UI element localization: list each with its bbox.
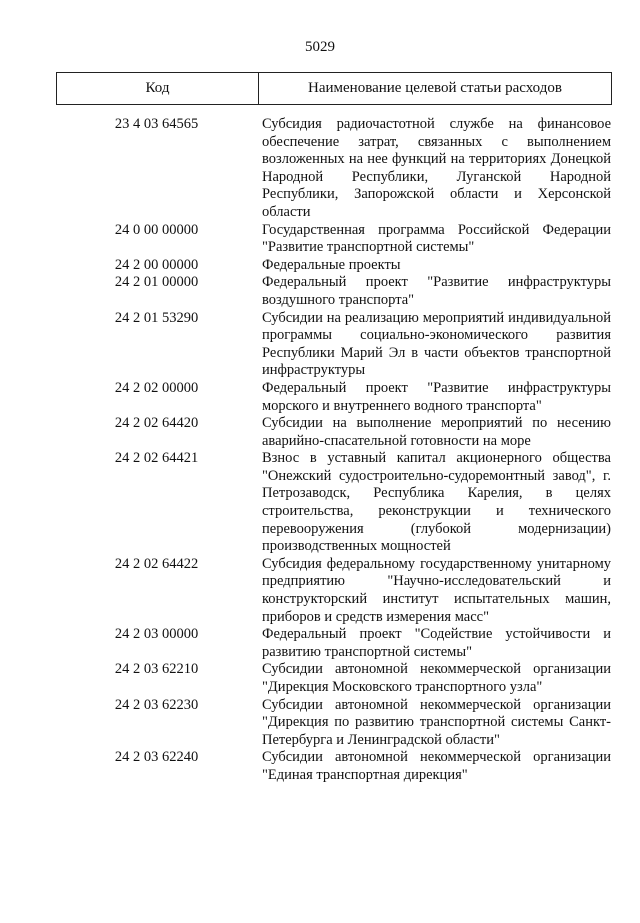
row-code: 24 2 01 53290 [114,309,199,326]
row-code: 24 2 02 64421 [114,450,199,467]
row-name: Государственная программа Российской Федерации "Развитие транспортной системы" [262,221,611,256]
row-name: Субсидия радиочастотной службе на финансовое обеспечение затрат, связанных с выполнением возложенных на нее функций на территориях Донецкой Народной Республики, Луганской Народной Республики, Запорожской области и Херсонской области [262,116,611,220]
table-row [56,310,612,380]
table-row [56,116,612,222]
row-name: Федеральный проект "Развитие инфраструктуры морского и внутреннего водного транспорта" [262,379,611,414]
row-code: 24 2 02 00000 [114,379,199,396]
table-row [56,450,612,556]
row-name: Федеральные проекты [262,256,401,273]
table-row [56,380,612,415]
row-code: 24 2 03 62210 [114,661,199,678]
row-code: 24 2 02 64420 [114,415,199,432]
table-body [56,116,612,785]
row-code: 24 2 01 00000 [114,274,199,291]
row-code: 23 4 03 64565 [114,116,199,132]
table-row [56,697,612,750]
table-row [56,257,612,275]
row-code: 24 2 02 64422 [114,555,199,572]
row-code: 24 2 03 62240 [114,749,199,766]
row-name: Федеральный проект "Развитие инфраструктуры воздушного транспорта" [262,274,611,308]
table-header [56,72,612,105]
row-name: Субсидии автономной некоммерческой организации "Дирекция по развитию транспортной системы Санкт-Петербурга и Ленинградской области" [262,696,611,748]
row-name: Субсидии автономной некоммерческой организации "Дирекция Московского транспортного узла" [262,661,611,695]
row-name: Субсидия федеральному государственному унитарному предприятию "Научно-исследовательский и конструкторский институт испытательных машин, приборов и средств измерения масс" [262,555,611,625]
table-row [56,274,612,309]
table-row [56,749,612,784]
table-row [56,661,612,696]
table-row [56,556,612,626]
row-code: 24 2 00 00000 [114,256,199,273]
row-code: 24 2 03 62230 [114,696,199,713]
row-code: 24 2 03 00000 [114,626,199,643]
name-column-header: Наименование целевой статьи расходов [308,80,562,96]
row-name: Федеральный проект "Содействие устойчивости и развитию транспортной системы" [262,626,611,660]
row-name: Субсидии на выполнение мероприятий по несению аварийно-спасательной готовности на море [262,415,611,449]
page-number: 5029 [305,39,335,55]
table-row [56,626,612,661]
table-row [56,415,612,450]
table-row [56,222,612,257]
row-name: Субсидии на реализацию мероприятий индивидуальной программы социально-экономического развития Республики Марий Эл в части объектов транспортной инфраструктуры [262,309,611,379]
row-name: Взнос в уставный капитал акционерного общества "Онежский судостроительно-судоремонтный завод", г. Петрозаводск, Республика Карелия, в целях строительства, реконструкции и технического перевооружения (глубокой модернизации) производственных мощностей [262,450,611,555]
row-name: Субсидии автономной некоммерческой организации "Единая транспортная дирекция" [262,749,611,783]
code-column-header: Код [57,73,259,104]
row-code: 24 0 00 00000 [114,221,199,238]
